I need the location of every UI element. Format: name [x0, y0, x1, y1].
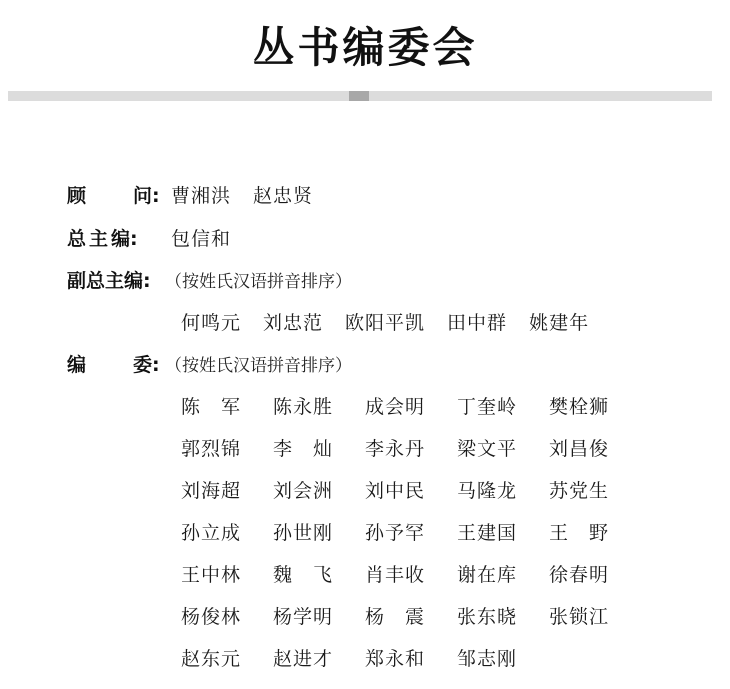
editorial-board-names — [181, 392, 641, 686]
board-row — [181, 518, 641, 560]
board-member-name: 张锁江 — [549, 606, 610, 628]
board-member-name: 孙立成 — [181, 522, 242, 544]
board-member-name: 杨学明 — [273, 606, 334, 628]
editorial-board-label-char: 编 — [67, 354, 87, 376]
board-member-name: 肖丰收 — [365, 564, 426, 586]
chief-editor-name: 包信和 — [171, 228, 232, 250]
board-row — [181, 560, 641, 602]
editorial-board-label: 编 委: — [67, 350, 171, 380]
board-row — [181, 434, 641, 476]
board-member-name: 张东晓 — [457, 606, 518, 628]
board-member-name: 徐春明 — [549, 564, 610, 586]
board-member-name: 邹志刚 — [457, 648, 518, 670]
advisors-label: 顾 问: — [67, 181, 171, 211]
chief-editor-label-char: 主 — [89, 228, 109, 250]
board-row — [181, 602, 641, 644]
chief-editor-row — [67, 224, 231, 254]
board-member-name: 孙予罕 — [365, 522, 426, 544]
board-member-name: 王 野 — [549, 522, 610, 544]
board-member-name: 马隆龙 — [457, 480, 518, 502]
deputy-chief-editor-name: 姚建年 — [529, 312, 590, 334]
chief-editor-label: 总 主 编: — [67, 224, 171, 254]
page-title: 丛书编委会 — [252, 23, 478, 72]
sort-note: （按姓氏汉语拼音排序） — [165, 272, 352, 292]
advisors-label-char: 顾 — [67, 185, 87, 207]
board-member-name: 陈永胜 — [273, 396, 334, 418]
board-member-name: 杨 震 — [365, 606, 426, 628]
deputy-chief-editors-names — [181, 308, 589, 338]
board-member-name: 丁奎岭 — [457, 396, 518, 418]
board-member-name: 苏党生 — [549, 480, 610, 502]
deputy-chief-editors-label: 副总主编: — [67, 270, 151, 292]
board-member-name: 魏 飞 — [273, 564, 334, 586]
board-member-name: 李 灿 — [273, 438, 334, 460]
advisors-row — [67, 181, 313, 211]
board-member-name: 梁文平 — [457, 438, 518, 460]
board-member-name: 郑永和 — [365, 648, 426, 670]
board-member-name: 李永丹 — [365, 438, 426, 460]
board-member-name: 王建国 — [457, 522, 518, 544]
board-member-name: 赵进才 — [273, 648, 334, 670]
board-row — [181, 476, 641, 518]
editorial-board-label-char: 委 — [133, 354, 153, 376]
board-member-name: 成会明 — [365, 396, 426, 418]
chief-editor-label-char: 编 — [111, 228, 131, 250]
chief-editor-label-char: 总 — [67, 228, 87, 250]
editorial-board-row — [67, 350, 352, 380]
sort-note: （按姓氏汉语拼音排序） — [165, 356, 352, 376]
board-member-name: 刘会洲 — [273, 480, 334, 502]
board-member-name: 陈 军 — [181, 396, 242, 418]
board-member-name: 赵东元 — [181, 648, 242, 670]
board-member-name: 孙世刚 — [273, 522, 334, 544]
board-member-name: 谢在库 — [457, 564, 518, 586]
board-member-name: 郭烈锦 — [181, 438, 242, 460]
board-member-name: 杨俊林 — [181, 606, 242, 628]
title-divider-mark — [349, 91, 369, 101]
deputy-chief-editor-name: 田中群 — [447, 312, 508, 334]
advisor-name: 曹湘洪 — [171, 185, 232, 207]
board-member-name: 刘昌俊 — [549, 438, 610, 460]
board-row — [181, 644, 641, 686]
deputy-chief-editor-name: 刘忠范 — [263, 312, 324, 334]
deputy-chief-editor-name: 何鸣元 — [181, 312, 242, 334]
board-member-name: 王中林 — [181, 564, 242, 586]
board-row — [181, 392, 641, 434]
board-member-name: 樊栓狮 — [549, 396, 610, 418]
deputy-chief-editors-row — [67, 266, 352, 296]
board-member-name: 刘海超 — [181, 480, 242, 502]
board-member-name: 刘中民 — [365, 480, 426, 502]
advisors-label-char: 问 — [133, 185, 153, 207]
advisor-name: 赵忠贤 — [253, 185, 314, 207]
deputy-chief-editor-name: 欧阳平凯 — [345, 312, 426, 334]
